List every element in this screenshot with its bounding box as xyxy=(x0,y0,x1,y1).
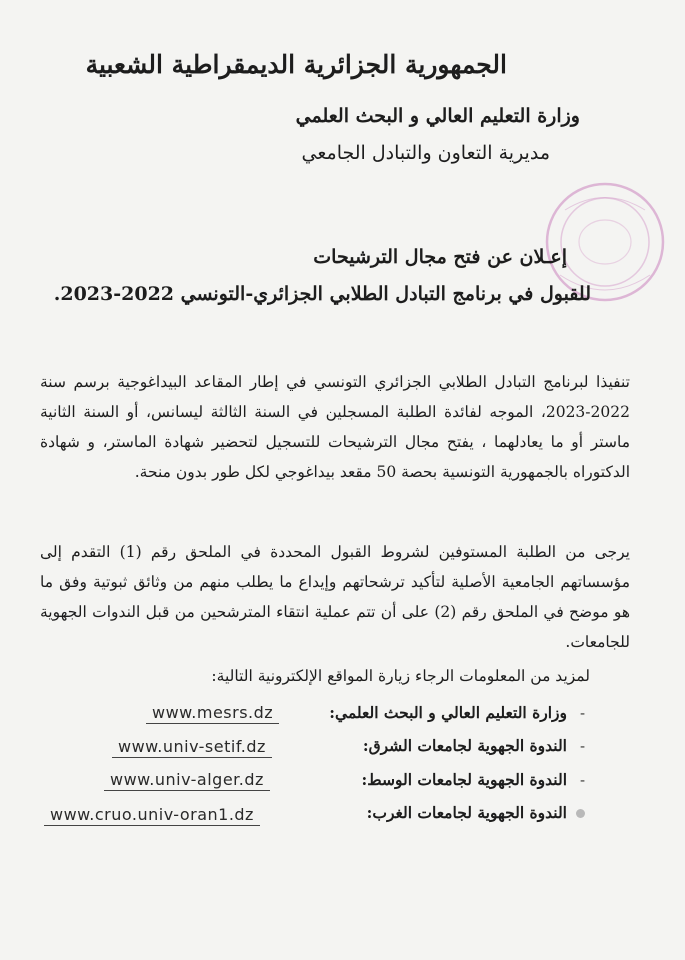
bullet-dot-icon xyxy=(576,809,585,818)
link-mesrs[interactable]: www.mesrs.dz xyxy=(146,703,279,724)
link-cruo-univ-oran[interactable]: www.cruo.univ-oran1.dz xyxy=(44,805,260,826)
link-label-east: الندوة الجهوية لجامعات الشرق: xyxy=(362,736,567,755)
body-paragraph-1: تنفيذا لبرنامج التبادل الطلابي الجزائري التونسي في إطار المقاعد البيداغوجية برسم سنة 2022-2023، الموجه لفائدة الطلبة المسجلين في السنة الثالثة ليسانس، أو السنة الثانية ماستر أو ما يعادلهما ، يفتح مجال الترشيحات للتسجيل لتحضير شهادة الماستر، و شهادة الدكتوراه بالجمهورية التونسية بحصة 50 مقعد بيداغوجي لكل طور بدون منحة. xyxy=(40,373,630,481)
announcement-subtitle: للقبول في برنامج التبادل الطلابي الجزائري-التونسي 2022-2023. xyxy=(53,283,591,305)
link-univ-alger[interactable]: www.univ-alger.dz xyxy=(104,770,270,791)
list-dash: - xyxy=(580,737,586,755)
list-dash: - xyxy=(580,704,586,722)
list-dash: - xyxy=(580,771,586,789)
link-label-ministry: وزارة التعليم العالي و البحث العلمي: xyxy=(329,703,567,722)
link-label-west: الندوة الجهوية لجامعات الغرب: xyxy=(366,803,567,822)
links-intro: لمزيد من المعلومات الرجاء زيارة المواقع الإلكترونية التالية: xyxy=(211,667,590,685)
body-paragraph-2: يرجى من الطلبة المستوفين لشروط القبول المحددة في الملحق رقم (1) التقدم إلى مؤسساتهم الجامعية الأصلية لتأكيد ترشحاتهم وإيداع ما يطلب منهم من وثائق ثبوتية وفق ما هو موضح في الملحق رقم (2) على أن تتم عملية انتقاء المترشحين من قبل الندوات الجهوية للجامعات. xyxy=(40,543,630,651)
link-univ-setif[interactable]: www.univ-setif.dz xyxy=(112,737,272,758)
directorate-header: مديرية التعاون والتبادل الجامعي xyxy=(301,142,550,164)
announcement-title: إعـلان عن فتح مجال الترشيحات xyxy=(313,246,567,268)
ministry-header: وزارة التعليم العالي و البحث العلمي xyxy=(295,105,580,127)
republic-header: الجمهورية الجزائرية الديمقراطية الشعبية xyxy=(85,50,507,79)
link-label-center: الندوة الجهوية لجامعات الوسط: xyxy=(361,770,567,789)
